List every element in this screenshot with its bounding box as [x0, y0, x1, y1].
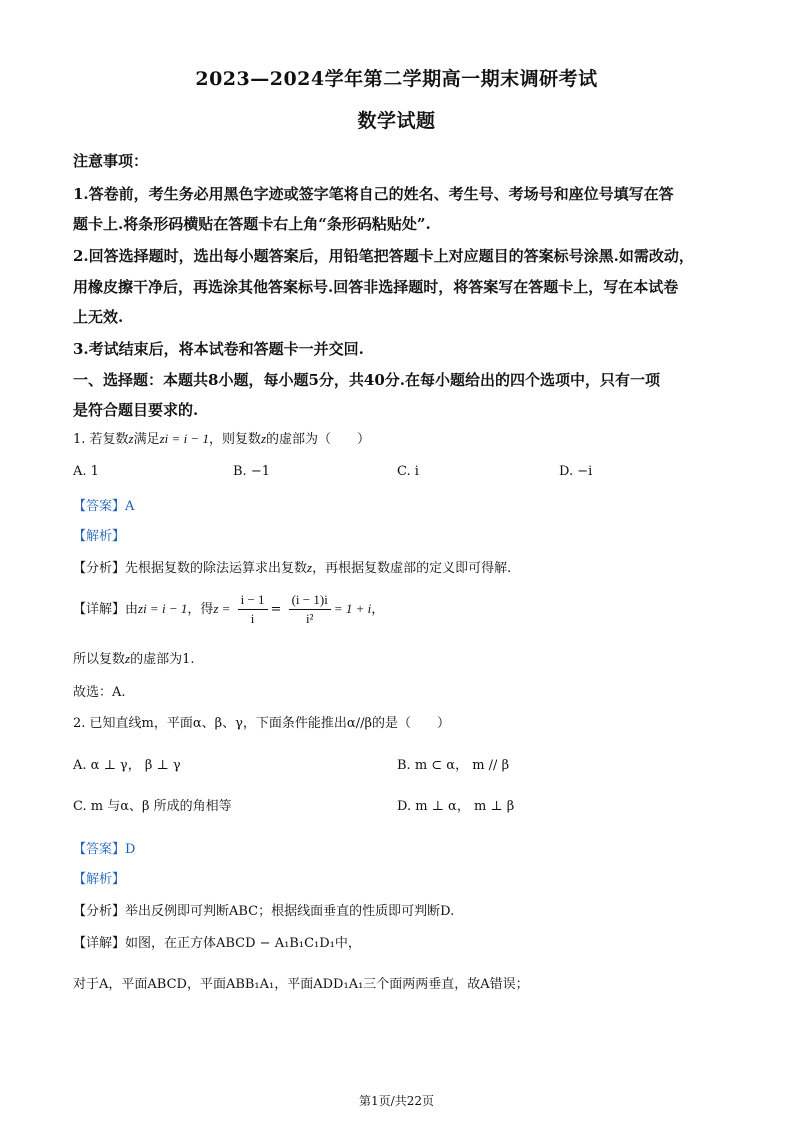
- q2-option-a: A. α ⊥ γ， β ⊥ γ: [73, 758, 181, 773]
- q1-option-a: A. 1: [73, 464, 99, 479]
- q1-conclusion-part: 的虚部为1.: [130, 652, 195, 667]
- fraction-numerator: i − 1: [238, 591, 268, 610]
- q1-analysis-tag: 【解析】: [73, 529, 126, 544]
- q2-detail: 【详解】如图，在正方体ABCD − A₁B₁C₁D₁中，: [73, 936, 361, 951]
- q2-line-a: 对于A，平面ABCD，平面ABB₁A₁，平面ADD₁A₁三个面两两垂直，故A错误；: [73, 977, 529, 992]
- math-var-z: z: [125, 651, 131, 666]
- equals-sign: =: [270, 602, 282, 617]
- q1-conclusion-part: 所以复数: [73, 652, 126, 667]
- q1-answer: [73, 495, 723, 514]
- fraction-denominator: i²: [305, 611, 314, 626]
- math-equation: zi = i − 1: [159, 431, 209, 446]
- notice-item2-line2: 用橡皮擦干净后，再选涂其他答案标号.回答非选择题时，将答案写在答题卡上，写在本试卷: [73, 278, 679, 296]
- page-footer: 第1页/共22页: [359, 1094, 434, 1108]
- q1-detail-part: 【详解】由: [73, 602, 139, 617]
- q1-fenxi: [73, 557, 723, 576]
- fraction-denominator: i: [250, 611, 255, 626]
- q1-option-d: D. −i: [559, 464, 593, 479]
- q2-analysis-tag: 【解析】: [73, 872, 126, 887]
- q1-option-b: B. −1: [233, 464, 270, 479]
- q1-stem-part: 满足: [133, 432, 160, 447]
- answer-tag: 【答案】D: [73, 842, 136, 857]
- q2-stem: 2. 已知直线m，平面α、β、γ，下面条件能推出α//β的是（ ）: [73, 716, 450, 731]
- math-var-z: z: [307, 560, 313, 575]
- answer-tag: 【答案】A: [73, 499, 135, 514]
- q1-conclusion: [73, 648, 723, 667]
- fraction-2: [289, 591, 331, 628]
- math-result: = 1 + i: [333, 601, 372, 616]
- notice-item3: 3.考试结束后，将本试卷和答题卡一并交回.: [73, 340, 364, 358]
- math-equation: z =: [213, 601, 231, 616]
- q1-detail-part: ，得: [187, 602, 214, 617]
- q1-fenxi-part: 【分析】先根据复数的除法运算求出复数: [73, 561, 308, 576]
- q1-option-c: C. i: [397, 464, 419, 479]
- q1-fenxi-part: ，再根据复数虚部的定义即可得解.: [312, 561, 512, 576]
- section1-line1: 一、选择题：本题共8小题，每小题5分，共40分.在每小题给出的四个选项中，只有一项: [73, 371, 660, 389]
- exam-subtitle: 数学试题: [357, 110, 436, 132]
- notice-heading: 注意事项：: [73, 152, 149, 170]
- math-var-z: z: [260, 431, 267, 446]
- exam-title: 2023—2024学年第二学期高一期末调研考试: [195, 68, 598, 90]
- q1-detail-part: ，: [371, 602, 385, 617]
- fraction-numerator: (i − 1)i: [289, 591, 331, 610]
- math-var-z: z: [128, 431, 134, 446]
- notice-item2-line1: 2.回答选择题时，选出每小题答案后，用铅笔把答题卡上对应题目的答案标号涂黑.如需改动，: [73, 247, 694, 265]
- notice-item1-line2: 题卡上.将条形码横贴在答题卡右上角“条形码粘贴处”.: [73, 215, 431, 233]
- q2-option-d: D. m ⊥ α， m ⊥ β: [397, 799, 515, 814]
- fraction-1: [238, 591, 268, 628]
- q1-choose: 故选：A.: [73, 685, 126, 700]
- q2-fenxi: 【分析】举出反例即可判断ABC；根据线面垂直的性质即可判断D.: [73, 904, 455, 919]
- q1-stem-part: 1. 若复数: [73, 432, 129, 447]
- q2-option-c: C. m 与α、β 所成的角相等: [73, 799, 232, 814]
- q1-stem-part: ，则复数: [208, 432, 261, 447]
- q2-option-b: B. m ⊂ α， m // β: [397, 758, 510, 773]
- q1-stem: [73, 428, 723, 447]
- notice-item2-line3: 上无效.: [73, 308, 124, 326]
- q1-detail: [73, 588, 723, 630]
- section1-line2: 是符合题目要求的.: [73, 401, 199, 419]
- q2-answer: [73, 838, 723, 857]
- notice-item1-line1: 1.答卷前，考生务必用黑色字迹或签字笔将自己的姓名、考生号、考场号和座位号填写在答: [73, 185, 674, 203]
- math-equation: zi = i − 1: [138, 601, 188, 616]
- q1-stem-part: 的虚部为（ ）: [266, 432, 371, 447]
